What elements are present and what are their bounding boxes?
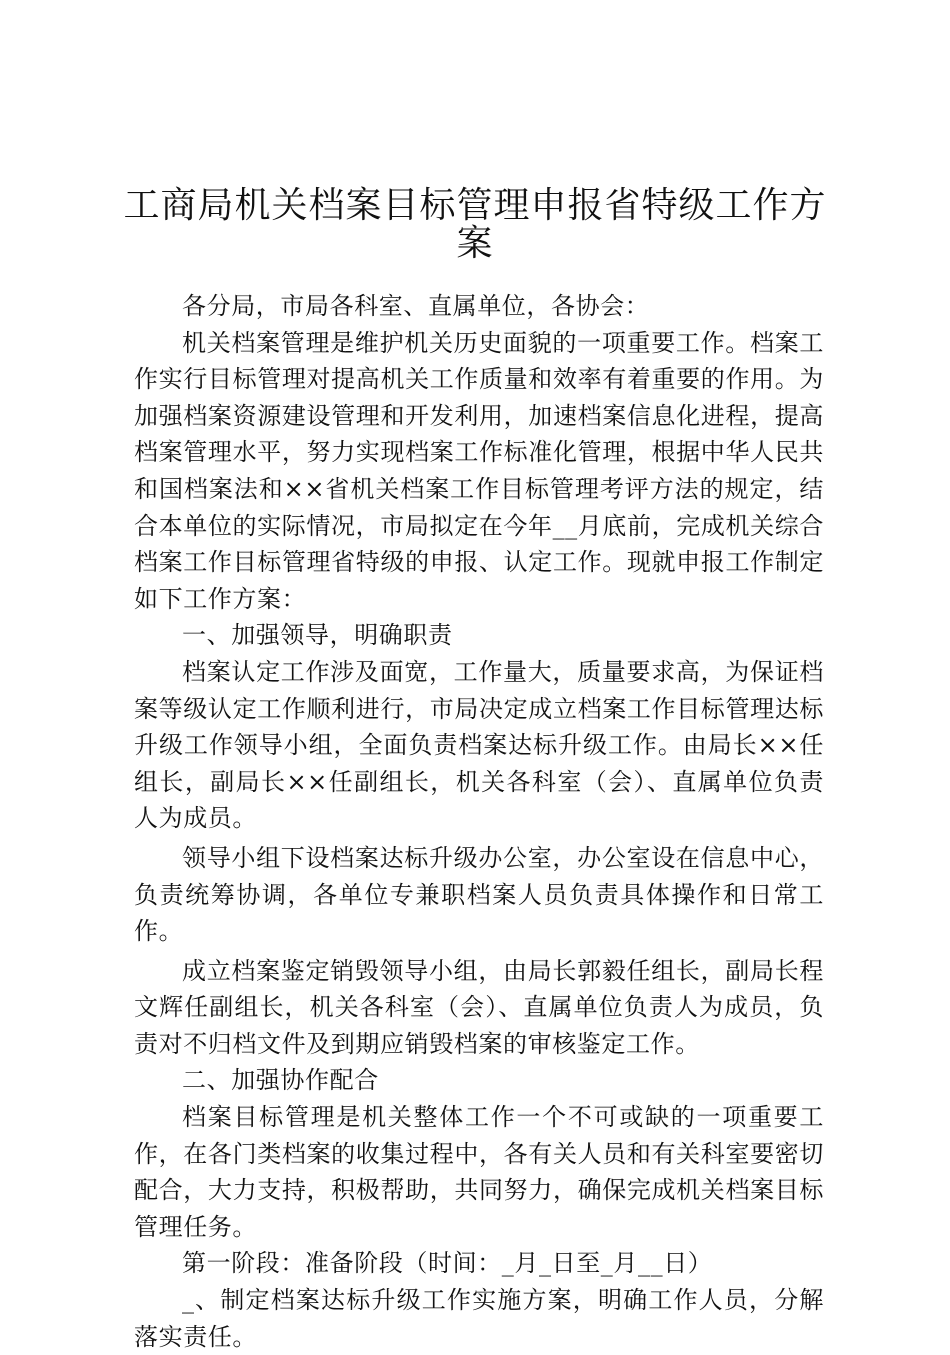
document-title-line-2: 案 [456,223,494,264]
salutation: 各分局，市局各科室、直属单位，各协会： [182,292,650,320]
document-title-line-1: 工商局机关档案目标管理申报省特级工作方 [123,185,827,226]
paragraph-office: 领导小组下设档案达标升级办公室，办公室设在信息中心，负责统筹协调，各单位专兼职档案人员负责具体操作和日常工作。 [134,843,824,946]
paragraph-leadership: 档案认定工作涉及面宽，工作量大，质量要求高，为保证档案等级认定工作顺利进行，市局决定成立档案工作目标管理达标升级工作领导小组，全面负责档案达标升级工作。由局长××任组长，副局长××任副组长，机关各科室（会）、直属单位负责人为成员。 [134,657,824,833]
paragraph-cooperation: 档案目标管理是机关整体工作一个不可或缺的一项重要工作，在各门类档案的收集过程中，各有关人员和有关科室要密切配合，大力支持，积极帮助，共同努力，确保完成机关档案目标管理任务。 [134,1103,824,1241]
paragraph-stage-item: _、制定档案达标升级工作实施方案，明确工作人员，分解落实责任。 [134,1286,824,1351]
stage-heading-1: 第一阶段：准备阶段（时间：_月_日至_月__日） [182,1249,713,1278]
paragraph-appraisal-group: 成立档案鉴定销毁领导小组，由局长郭毅任组长，副局长程文辉任副组长，机关各科室（会）、直属单位负责人为成员，负责对不归档文件及到期应销毁档案的审核鉴定工作。 [134,956,824,1058]
section-heading-2: 二、加强协作配合 [182,1066,379,1095]
paragraph-intro: 机关档案管理是维护机关历史面貌的一项重要工作。档案工作实行目标管理对提高机关工作质量和效率有着重要的作用。为加强档案资源建设管理和开发利用，加速档案信息化进程，提高档案管理水平，努力实现档案工作标准化管理，根据中华人民共和国档案法和××省机关档案工作目标管理考评方法的规定，结合本单位的实际情况，市局拟定在今年__月底前，完成机关综合档案工作目标管理省特级的申报、认定工作。现就申报工作制定如下工作方案： [134,328,824,613]
document-body [134,288,824,1355]
section-heading-1: 一、加强领导，明确职责 [182,621,453,650]
